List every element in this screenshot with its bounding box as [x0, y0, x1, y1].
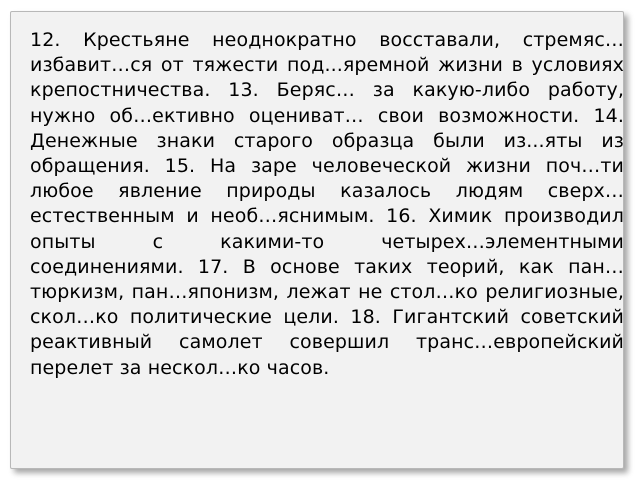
- exercise-text: 12. Крестьяне неоднократно восставали, стремяс… избавит…ся от тяжести под...яремной жизни в условиях крепостничества. 13. Беряс… за какую-либо работу, нужно об…ективно оцениват… свои возможности. 14. Денежные знаки старого образца были из...яты из обращения. 15. На заре человеческой жизни поч…ти любое явление природы казалось людям сверх…естественным и необ…яснимым. 16. Химик производил опыты с какими-то четырех…элементными соединениями. 17. В основе таких теорий, как пан…тюркизм, пан…японизм, лежат не стол…ко религиозные, скол…ко политические цели. 18. Гигантский советский реактивный самолет совершил транс…европейский перелет за нескол…ко часов.: [30, 29, 624, 379]
